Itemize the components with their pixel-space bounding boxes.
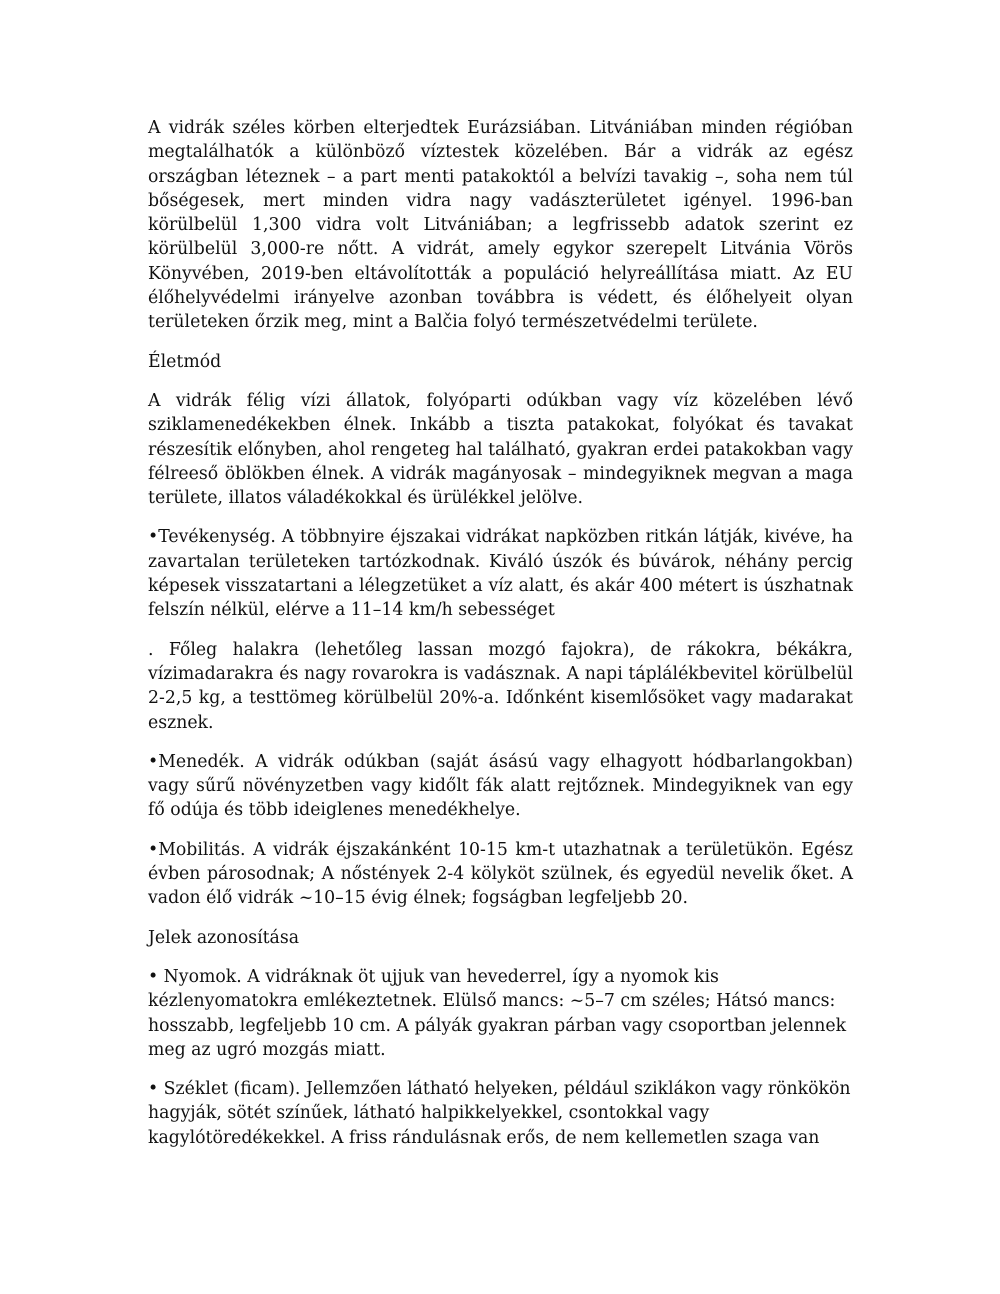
heading-lifestyle: Életmód <box>148 351 222 372</box>
paragraph-tracks: • Nyomok. A vidráknak öt ujjuk van hevederrel, így a nyomok kis kézlenyomatokra emlékeztetnek. Elülső mancs: ~5–7 cm széles; Hátsó mancs: hosszabb, legfeljebb 10 cm. A pályák gyakran párban vagy csoportban jelennek meg az ugró mozgás miatt. <box>148 966 847 1060</box>
paragraph-diet: . Főleg halakra (lehetőleg lassan mozgó fajokra), de rákokra, békákra, vízimadarakra és nagy rovarokra is vadásznak. A napi táplálékbevitel körülbelül 2-2,5 kg, a testtömeg körülbelül 20%-a. Időnként kisemlősöket vagy madarakat esznek. <box>148 639 853 733</box>
document-page <box>148 116 853 1150</box>
paragraph-habitat: A vidrák félig vízi állatok, folyóparti odúkban vagy víz közelében lévő sziklamenedékekben élnek. Inkább a tiszta patakokat, folyókat és tavakat részesítik előnyben, ahol rengeteg hal található, gyakran erdei patakokban vagy félreeső öblökben élnek. A vidrák magányosak – mindegyiknek megvan a maga területe, illatos váladékokkal és ürülékkel jelölve. <box>148 390 853 509</box>
paragraph-activity: •Tevékenység. A többnyire éjszakai vidrákat napközben ritkán látják, kivéve, ha zavartalan területeken tartózkodnak. Kiváló úszók és búvárok, néhány percig képesek visszatartani a lélegzetüket a víz alatt, és akár 400 métert is úszhatnak felszín nélkül, elérve a 11–14 km/h sebességet <box>148 527 853 621</box>
heading-signs: Jelek azonosítása <box>148 927 300 948</box>
paragraph-droppings: • Széklet (ficam). Jellemzően látható helyeken, például sziklákon vagy rönkökön hagyják, sötét színűek, látható halpikkelyekkel, csontokkal vagy kagylótöredékekkel. A friss rándulásnak erős, de nem kellemetlen szaga van <box>148 1079 851 1148</box>
paragraph-mobility: •Mobilitás. A vidrák éjszakánként 10-15 km-t utazhatnak a területükön. Egész évben párosodnak; A nőstények 2-4 kölyköt szülnek, és egyedül nevelik őket. A vadon élő vidrák ~10–15 évig élnek; fogságban legfeljebb 20. <box>148 839 853 909</box>
paragraph-intro: A vidrák széles körben elterjedtek Eurázsiában. Litvániában minden régióban megtalálhatók a különböző víztestek közelében. Bár a vidrák az egész országban léteznek – a part menti patakoktól a belvízi tavakig –, soha nem túl bőségesek, mert minden vidra nagy vadászterületet igényel. 1996-ban körülbelül 1,300 vidra volt Litvániában; a legfrissebb adatok szerint ez körülbelül 3,000-re nőtt. A vidrát, amely egykor szerepelt Litvánia Vörös Könyvében, 2019-ben eltávolították a populáció helyreállítása miatt. Az EU élőhelyvédelmi irányelve azonban továbbra is védett, és élőhelyeit olyan területeken őrzik meg, mint a Balčia folyó természetvédelmi területe. <box>148 118 853 333</box>
paragraph-shelter: •Menedék. A vidrák odúkban (saját ásású vagy elhagyott hódbarlangokban) vagy sűrű növényzetben vagy kidőlt fák alatt rejtőznek. Mindegyiknek van egy fő odúja és több ideiglenes menedékhelye. <box>148 751 853 821</box>
